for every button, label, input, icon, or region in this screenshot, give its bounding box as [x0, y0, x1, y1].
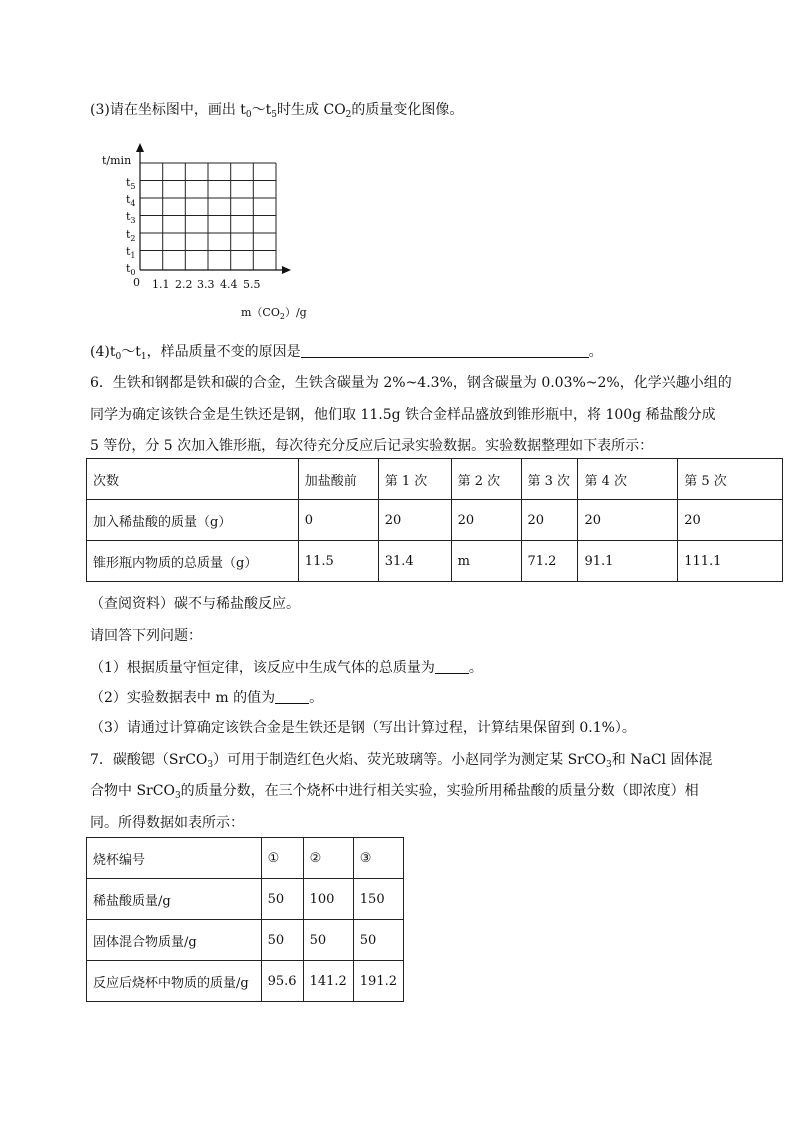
table-cell: 50 — [353, 920, 403, 961]
problem-6-subquestion-1 — [90, 659, 483, 677]
sq1-period: 。 — [468, 660, 483, 676]
problem-6-table — [86, 458, 783, 582]
problem-6-subquestion-3: （3）请通过计算确定该铁合金是生铁还是钢（写出计算过程，计算结果保留到 0.1%）。 — [90, 720, 636, 736]
q4-answer-blank[interactable] — [301, 343, 589, 358]
x-tick-label: 5.5 — [243, 278, 261, 291]
q4-end: 。 — [588, 344, 603, 360]
table-cell: 加入稀盐酸的质量（g） — [87, 500, 299, 541]
q4-text: ，样品质量不变的原因是 — [146, 344, 301, 360]
table-row — [87, 459, 783, 500]
table-cell: 31.4 — [378, 541, 451, 582]
table-cell: 第 2 次 — [451, 459, 521, 500]
sq1-text: （1）根据质量守恒定律，该反应中生成气体的总质量为 — [90, 660, 435, 676]
y-tick-label: $t_0$ — [126, 262, 136, 277]
problem-6-line-1: 6．生铁和钢都是铁和碳的合金，生铁含碳量为 2%~4.3%，钢含碳量为 0.03%~2%，化学兴趣小组的 — [90, 375, 732, 391]
table-cell: 第 5 次 — [678, 459, 783, 500]
table-cell: 20 — [451, 500, 521, 541]
y-axis-label: t/min — [102, 154, 132, 167]
table-row — [87, 920, 404, 961]
q3-sub2: 2 — [345, 110, 352, 120]
table-cell: 加盐酸前 — [298, 459, 378, 500]
table-cell: 100 — [303, 879, 353, 920]
q4-sub1: 1 — [140, 352, 147, 362]
problem-6-line-2: 同学为确定该铁合金是生铁还是钢，他们取 11.5g 铁合金样品盛放到锥形瓶中，将 100g 稀盐酸分成 — [90, 407, 716, 423]
problem-7-line-3: 同。所得数据如表所示： — [90, 815, 244, 831]
y-tick-label: $t_1$ — [126, 245, 136, 260]
p7-l1a: 7．碳酸锶（SrCO — [90, 752, 208, 768]
table-cell: 50 — [303, 920, 353, 961]
table-cell: 次数 — [87, 459, 299, 500]
table-cell: 锥形瓶内物质的总质量（g） — [87, 541, 299, 582]
table-cell: ① — [261, 838, 303, 879]
table-cell: 第 1 次 — [378, 459, 451, 500]
table-row — [87, 541, 783, 582]
origin-label: 0 — [133, 276, 140, 289]
y-tick-label: $t_5$ — [126, 176, 136, 191]
table-cell: 50 — [261, 920, 303, 961]
q3-suffix: 的质量变化图像。 — [351, 102, 464, 118]
y-tick-label: $t_3$ — [126, 210, 136, 225]
table-row — [87, 961, 404, 1002]
x-axis-label: $m(CO_2)/g$ — [241, 306, 307, 321]
table-cell: 71.2 — [521, 541, 578, 582]
x-tick-label: 3.3 — [197, 278, 215, 291]
table-cell: 141.2 — [303, 961, 353, 1002]
problem-6-ask: 请回答下列问题： — [90, 628, 202, 644]
problem-6-subquestion-2 — [90, 689, 323, 707]
p7-l1b: ）可用于制造红色火焰、荧光玻璃等。小赵同学为测定某 SrCO — [213, 752, 607, 768]
table-cell: 烧杯编号 — [87, 838, 262, 879]
grid-lines — [140, 163, 276, 270]
table-cell: ② — [303, 838, 353, 879]
table-cell: 95.6 — [261, 961, 303, 1002]
table-row — [87, 879, 404, 920]
table-cell: 0 — [298, 500, 378, 541]
x-axis-arrow — [282, 266, 291, 274]
p7-l2b: 的质量分数，在三个烧杯中进行相关实验，实验所用稀盐酸的质量分数（即浓度）相 — [180, 783, 699, 799]
y-axis-arrow — [136, 143, 144, 152]
table-cell: 固体混合物质量/g — [87, 920, 262, 961]
sq2-period: 。 — [309, 690, 324, 706]
question-3-line — [90, 101, 463, 124]
table-row — [87, 500, 783, 541]
p7-l1c: 和 NaCl 固体混 — [611, 752, 713, 768]
q3-sub5: 5 — [271, 110, 278, 120]
coordinate-grid[interactable] — [96, 140, 346, 325]
table-cell: 20 — [578, 500, 678, 541]
x-tick-label: 1.1 — [152, 278, 170, 291]
q4-tilde: ～t — [121, 344, 141, 360]
table-cell: m — [451, 541, 521, 582]
table-cell: 91.1 — [578, 541, 678, 582]
table-cell: 191.2 — [353, 961, 403, 1002]
problem-7-table — [86, 837, 404, 1002]
y-tick-label: $t_2$ — [126, 228, 136, 243]
table-row — [87, 838, 404, 879]
q3-prefix: (3)请在坐标图中，画出 t — [90, 102, 246, 118]
x-tick-label: 2.2 — [175, 278, 193, 291]
table-cell: 111.1 — [678, 541, 783, 582]
problem-7-line-1 — [90, 751, 712, 774]
table-cell: ③ — [353, 838, 403, 879]
table-cell: 20 — [678, 500, 783, 541]
q3-tilde: ～t — [251, 102, 272, 118]
table-cell: 50 — [261, 879, 303, 920]
q4-prefix: (4)t — [90, 344, 116, 360]
x-tick-label: 4.4 — [220, 278, 238, 291]
table-cell: 稀盐酸质量/g — [87, 879, 262, 920]
table-cell: 20 — [521, 500, 578, 541]
question-4-line — [90, 343, 603, 366]
problem-7-line-2 — [90, 782, 699, 805]
sq2-text: （2）实验数据表中 m 的值为 — [90, 690, 276, 706]
table-cell: 第 3 次 — [521, 459, 578, 500]
table-cell: 反应后烧杯中物质的质量/g — [87, 961, 262, 1002]
y-tick-label: $t_4$ — [126, 193, 136, 208]
problem-6-line-3: 5 等份，分 5 次加入锥形瓶，每次待充分反应后记录实验数据。实验数据整理如下表所示： — [90, 438, 654, 454]
q4-sub0: 0 — [115, 352, 122, 362]
p7-l1-sub2: 3 — [606, 760, 612, 770]
p7-l2a: 合物中 SrCO — [90, 783, 175, 799]
p7-l2-sub: 3 — [174, 791, 181, 801]
sq2-answer-blank[interactable] — [275, 689, 309, 704]
table-cell: 150 — [353, 879, 403, 920]
problem-6-note: （查阅资料）碳不与稀盐酸反应。 — [90, 596, 300, 612]
table-cell: 11.5 — [298, 541, 378, 582]
table-cell: 20 — [378, 500, 451, 541]
table-cell: 第 4 次 — [578, 459, 678, 500]
sq1-answer-blank[interactable] — [435, 659, 469, 674]
p7-l1-sub1: 3 — [207, 760, 214, 770]
q3-sub0: 0 — [245, 110, 252, 120]
q3-mid: 时生成 CO — [277, 102, 346, 118]
